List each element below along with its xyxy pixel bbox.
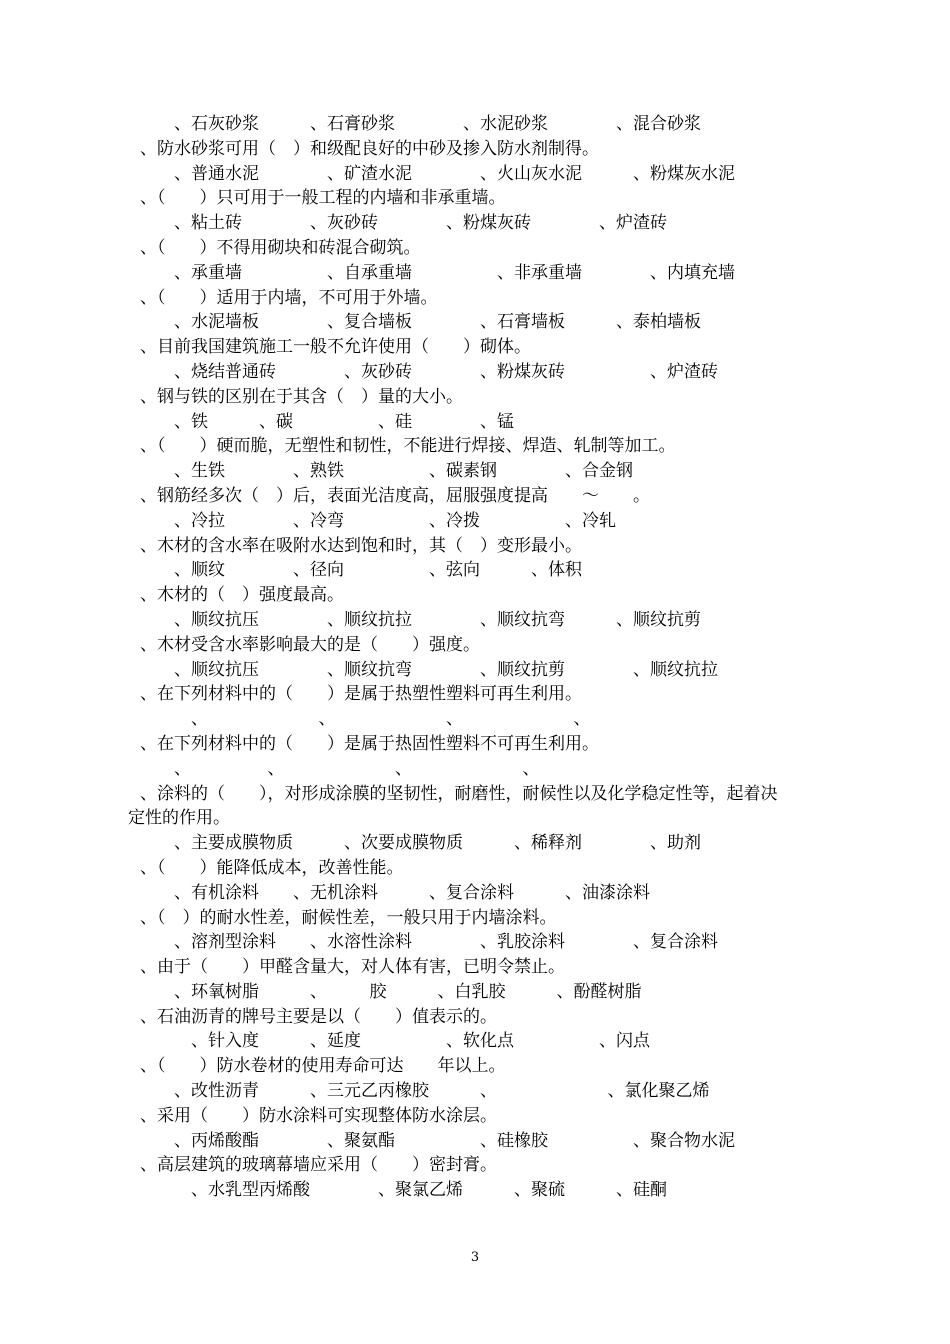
question-line: 、防水砂浆可用（ ）和级配良好的中砂及掺入防水剂制得。 [140,138,599,159]
question-continuation-line: 定性的作用。 [128,808,230,829]
question-list [128,112,868,1203]
question-line: 、（ ）适用于内墙，不可用于外墙。 [140,287,438,308]
answer-options-line: 、承重墙 、自承重墙 、非承重墙 、内填充墙 [174,262,735,283]
answer-options-line: 、水乳型丙烯酸 、聚氯乙烯 、聚硫 、硅酮 [174,1180,667,1201]
answer-options-line: 、改性沥青 、三元乙丙橡胶 、 、氯化聚乙烯 [174,1081,710,1102]
answer-options-line: 、 、 、 、 [174,709,591,730]
answer-options-line: 、生铁 、熟铁 、碳素钢 、合金钢 [174,461,633,482]
question-line: 、（ ）只可用于一般工程的内墙和非承重墙。 [140,188,506,209]
answer-options-line: 、顺纹抗压 、顺纹抗弯 、顺纹抗剪 、顺纹抗拉 [174,659,718,680]
question-line: 、木材受含水率影响最大的是（ ）强度。 [140,634,480,655]
question-line: 、（ ）不得用砌块和砖混合砌筑。 [140,237,421,258]
answer-options-line: 、 、 、 、 [174,758,540,779]
page-number: 3 [470,1250,480,1265]
question-line: 、钢与铁的区别在于其含（ ）量的大小。 [140,386,463,407]
answer-options-line: 、主要成膜物质 、次要成膜物质 、稀释剂 、助剂 [174,833,701,854]
question-line: 、由于（ ）甲醛含量大，对人体有害，已明令禁止。 [140,957,565,978]
question-line: 、（ ）能降低成本，改善性能。 [140,857,404,878]
question-line: 、（ ）硬而脆，无塑性和韧性，不能进行焊接、焊造、轧制等加工。 [140,436,676,457]
answer-options-line: 、顺纹抗压 、顺纹抗拉 、顺纹抗弯 、顺纹抗剪 [174,609,701,630]
question-line: 、（ ）防水卷材的使用寿命可达 年以上。 [140,1056,506,1077]
question-line: 、涂料的（ ），对形成涂膜的坚韧性，耐磨性，耐候性以及化学稳定性等，起着决 [140,783,778,804]
answer-options-line: 、石灰砂浆 、石膏砂浆 、水泥砂浆 、混合砂浆 [174,114,701,134]
question-line: 、采用（ ）防水涂料可实现整体防水涂层。 [140,1105,497,1126]
answer-options-line: 、有机涂料 、无机涂料 、复合涂料 、油漆涂料 [174,882,650,903]
answer-options-line: 、针入度 、延度 、软化点 、闪点 [174,1031,650,1052]
answer-options-line: 、粘土砖 、灰砂砖 、粉煤灰砖 、炉渣砖 [174,213,667,234]
answer-options-line: 、普通水泥 、矿渣水泥 、火山灰水泥 、粉煤灰水泥 [174,163,735,184]
question-line: 、（ ）的耐水性差，耐候性差，一般只用于内墙涂料。 [140,907,557,928]
question-line: 、高层建筑的玻璃幕墙应采用（ ）密封膏。 [140,1155,497,1176]
answer-options-line: 、烧结普通砖 、灰砂砖 、粉煤灰砖 、炉渣砖 [174,361,718,382]
answer-options-line: 、铁 、碳 、硅 、锰 [174,411,514,432]
question-line: 、钢筋经多次（ ）后，表面光洁度高，屈服强度提高 ～ 。 [140,485,650,506]
question-line: 、在下列材料中的（ ）是属于热固性塑料不可再生利用。 [140,733,599,754]
answer-options-line: 、冷拉 、冷弯 、冷拨 、冷轧 [174,510,616,531]
answer-options-line: 、环氧树脂 、 胶 、白乳胶 、酚醛树脂 [174,981,642,1002]
question-line: 、在下列材料中的（ ）是属于热塑性塑料可再生利用。 [140,684,582,705]
question-line: 、石油沥青的牌号主要是以（ ）值表示的。 [140,1006,497,1027]
answer-options-line: 、溶剂型涂料 、水溶性涂料 、乳胶涂料 、复合涂料 [174,932,718,953]
question-line: 、木材的含水率在吸附水达到饱和时，其（ ）变形最小。 [140,535,582,556]
question-line: 、木材的（ ）强度最高。 [140,585,344,606]
answer-options-line: 、水泥墙板 、复合墙板 、石膏墙板 、泰柏墙板 [174,312,701,333]
answer-options-line: 、顺纹 、径向 、弦向 、体积 [174,560,582,581]
answer-options-line: 、丙烯酸酯 、聚氨酯 、硅橡胶 、聚合物水泥 [174,1130,735,1151]
question-line: 、目前我国建筑施工一般不允许使用（ ）砌体。 [140,337,531,358]
